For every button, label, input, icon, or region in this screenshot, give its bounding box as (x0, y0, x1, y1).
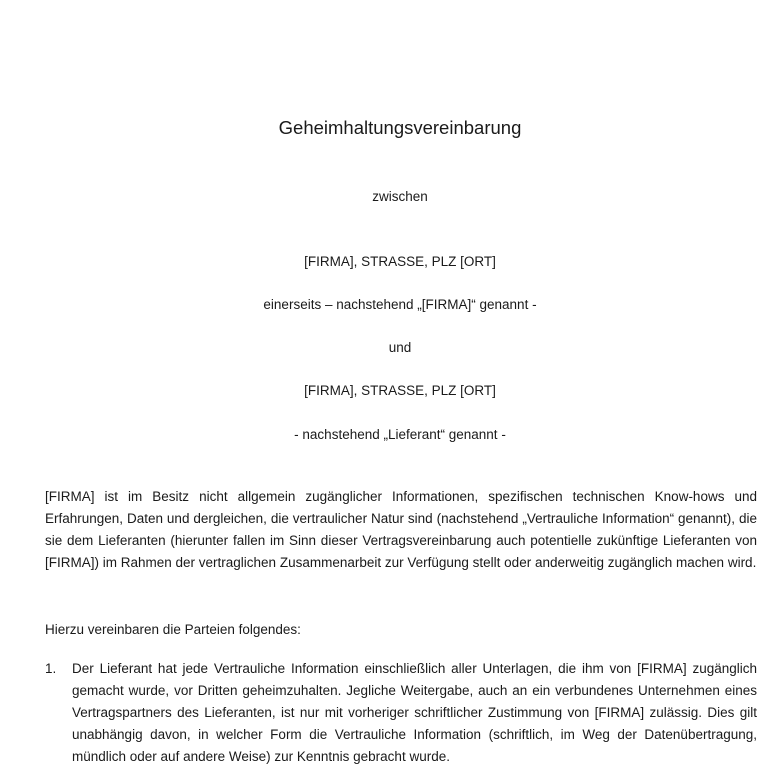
clause-number: 1. (45, 661, 57, 676)
party1-address: [FIRMA], STRASSE, PLZ [ORT] (304, 254, 496, 269)
party2-designation: - nachstehend „Lieferant“ genannt - (294, 427, 506, 442)
agreement-intro: Hierzu vereinbaren die Parteien folgendes: (45, 622, 301, 637)
preamble-paragraph: [FIRMA] ist im Besitz nicht allgemein zugänglicher Informationen, spezifischen technischen Know-hows und Erfahrungen, Daten und dergleichen, die vertraulicher Natur sind (nachstehend „Vertrauliche Information“ genannt), die sie dem Lieferanten (hierunter fallen im Sinn dieser Vertragsvereinbarung auch potentielle zukünftige Lieferanten von [FIRMA]) im Rahmen der vertraglichen Zusammenarbeit zur Verfügung stellt oder anderweitig zugänglich machen wird. (45, 489, 757, 570)
between-label: zwischen (372, 189, 428, 204)
clause-item (45, 658, 757, 768)
clause-text: Der Lieferant hat jede Vertrauliche Information einschließlich aller Unterlagen, die ihm von [FIRMA] zugänglich gemacht wurde, vor Dritten geheimzuhalten. Jegliche Weitergabe, auch an ein verbundenes Unternehmen eines Vertragspartners des Lieferanten, ist nur mit vorheriger schriftlicher Zustimmung von [FIRMA] zulässig. Dies gilt unabhängig davon, in welcher Form die Vertrauliche Information (schriftlich, im Weg der Datenübertragung, mündlich oder auf andere Weise) zur Kenntnis gebracht wurde. (72, 661, 757, 764)
document-title: Geheimhaltungsvereinbarung (278, 117, 522, 138)
and-label: und (388, 340, 412, 355)
party2-address: [FIRMA], STRASSE, PLZ [ORT] (304, 383, 496, 398)
party1-designation: einerseits – nachstehend „[FIRMA]“ genannt - (263, 297, 537, 312)
clause-list (45, 658, 757, 768)
